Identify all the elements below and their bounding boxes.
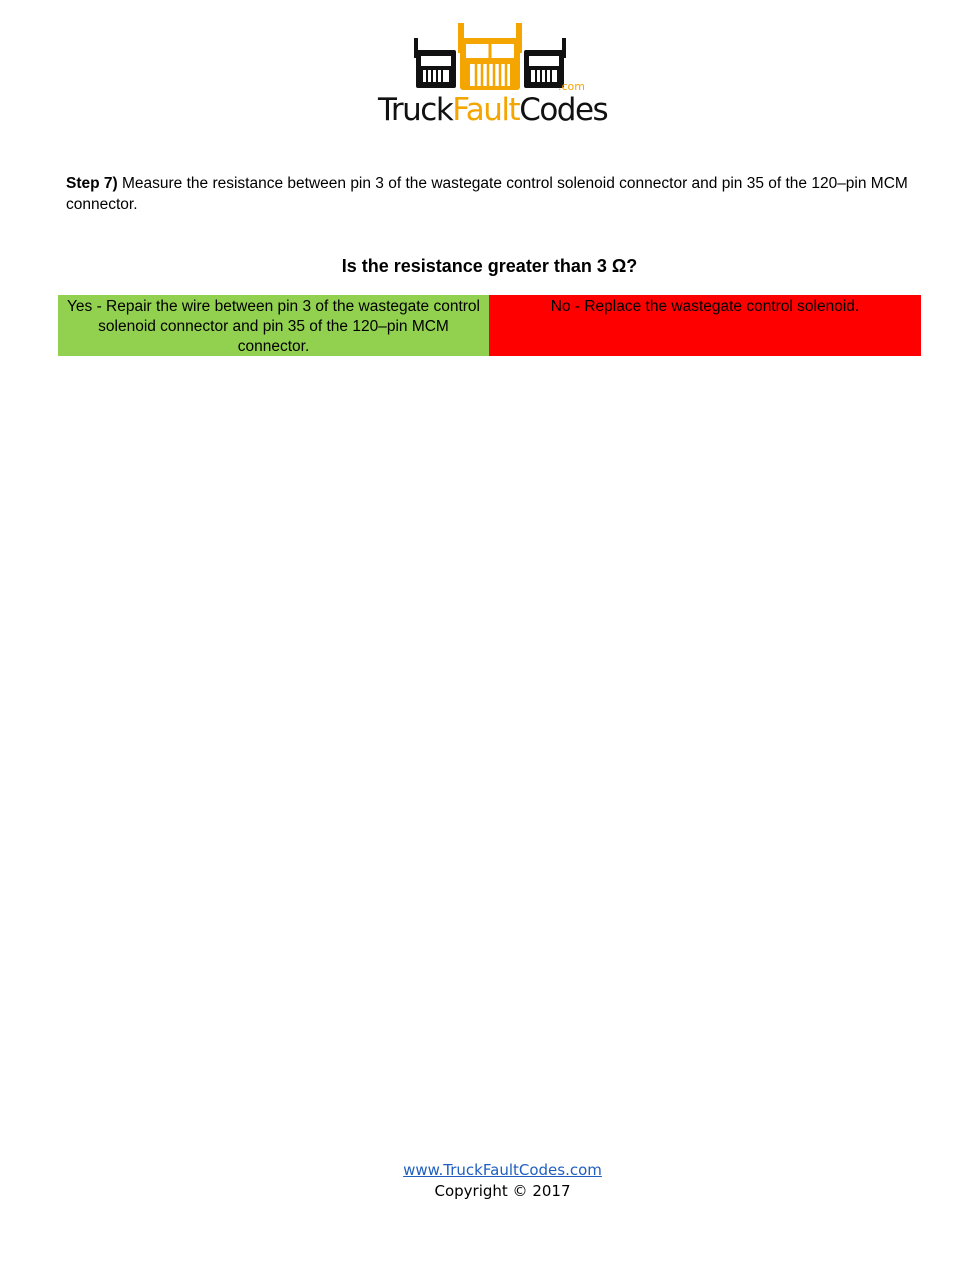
logo-word-codes: Codes [519, 92, 608, 128]
logo-word-fault: Fault [452, 92, 520, 128]
step-label: Step 7) [66, 175, 118, 192]
step-text: Measure the resistance between pin 3 of the wastegate control solenoid connector and pin 35 of the 120–pin MCM connector. [66, 175, 908, 213]
page-footer [0, 1160, 979, 1202]
answer-yes-cell: Yes - Repair the wire between pin 3 of the wastegate control solenoid connector and pin 35 of the 120–pin MCM connector. [58, 295, 489, 356]
answer-no-cell: No - Replace the wastegate control solenoid. [489, 295, 921, 356]
logo-word-truck: Truck [378, 92, 453, 128]
footer-copyright: Copyright © 2017 [434, 1182, 571, 1200]
step-instruction [66, 173, 926, 215]
truckfaultcodes-logo [378, 20, 608, 130]
answer-table [58, 295, 921, 356]
footer-website-link[interactable]: www.TruckFaultCodes.com [403, 1161, 602, 1179]
logo-wordmark [378, 90, 608, 130]
logo-com-text: .com [558, 80, 585, 93]
question-heading: Is the resistance greater than 3 Ω? [341, 256, 638, 276]
